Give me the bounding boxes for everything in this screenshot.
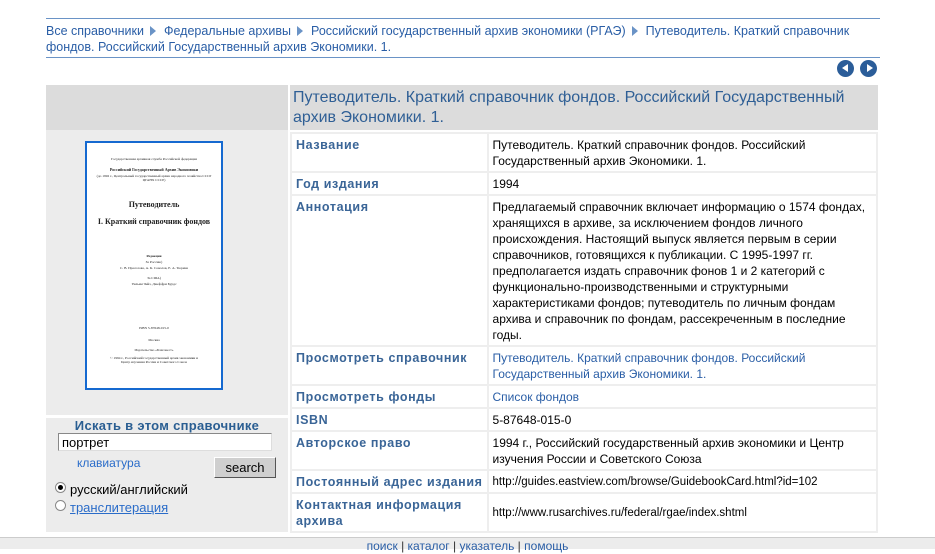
- search-button[interactable]: search: [214, 457, 276, 478]
- footer-help-link[interactable]: помощь: [524, 539, 569, 553]
- arrow-left-icon: [842, 64, 848, 72]
- breadcrumb-all-guides[interactable]: Все справочники: [46, 24, 144, 38]
- table-row: Год издания 1994: [291, 172, 877, 195]
- page-title: Путеводитель. Краткий справочник фондов. Российский Государственный архив Экономики. 1.: [290, 85, 878, 130]
- table-row: Авторское право 1994 г., Российский государственный архив экономики и Центр изучения России и Советского Союза: [291, 431, 877, 470]
- view-guide-link[interactable]: Путеводитель. Краткий справочник фондов. Российский Государственный архив Экономики. 1.: [492, 351, 806, 381]
- footer-catalog-link[interactable]: каталог: [407, 539, 450, 553]
- fonds-list-link[interactable]: Список фондов: [492, 390, 579, 404]
- radio-transliteration[interactable]: транслитерация: [55, 500, 168, 515]
- arrow-right-icon: [632, 26, 638, 36]
- table-row: Просмотреть справочник Путеводитель. Краткий справочник фондов. Российский Государственный архив Экономики. 1.: [291, 346, 877, 385]
- arrow-right-icon: [297, 26, 303, 36]
- footer-nav: поиск | каталог | указатель | помощь: [0, 537, 935, 549]
- radio-russian-english[interactable]: русский/английский: [55, 482, 188, 497]
- keyboard-link[interactable]: клавиатура: [77, 456, 141, 470]
- breadcrumb-current[interactable]: Путеводитель. Краткий справочник фондов. Российский Государственный архив Экономики. 1.: [46, 24, 850, 54]
- next-button[interactable]: [860, 60, 877, 77]
- table-row: Аннотация Предлагаемый справочник включает информацию о 1574 фондах, хранящихся в архиве, за исключением фондов личного происхождения. Настоящий выпуск является первым в серии справочников, готовящихся к публикации. С 1995-1997 гг. предполагается издать справочник фонов 1 и 2 категорий с функционально-производственными и структурными характеристиками фондов; путеводитель по личным фондам архива и справочник по фондам, рассекреченным в последние годы.: [291, 195, 877, 346]
- table-row: Постоянный адрес издания http://guides.eastview.com/browse/GuidebookCard.html?id=102: [291, 470, 877, 493]
- table-row: Просмотреть фонды Список фондов: [291, 385, 877, 408]
- details-table: [290, 132, 878, 533]
- footer-search-link[interactable]: поиск: [366, 539, 398, 553]
- search-heading: Искать в этом справочнике: [74, 418, 260, 433]
- left-panel: [46, 85, 288, 532]
- cover-image[interactable]: Государственная архивная служба Российской федерации Российский Государственный Архив Экономики (до 1992 г., Центральный государственный архив народного хозяйства СССР ЦГАНХ СССР) Путеводитель I. Краткий справочник фондов Редакция Зa Россию) С. В. Прасолова, А. К. Соколов, Е. А. Тюрина Зa США) Уильям Чейз, Джеффри Бурдс ISBN 5-87648-015-0 Москва Издательство «Благовест» © 1994 г., Российский государственный архив экономики и Центр изучения России и Советского Союза: [85, 141, 223, 390]
- breadcrumb-federal-archives[interactable]: Федеральные архивы: [163, 24, 292, 38]
- table-row: Название Путеводитель. Краткий справочник фондов. Российский Государственный архив Экономики. 1.: [291, 133, 877, 172]
- table-row: Контактная информация архива http://www.rusarchives.ru/federal/rgae/index.shtml: [291, 493, 877, 532]
- arrow-right-icon: [867, 64, 873, 72]
- radio-unchecked-icon[interactable]: [55, 500, 66, 511]
- arrow-right-icon: [150, 26, 156, 36]
- search-panel: [46, 415, 288, 535]
- search-input[interactable]: портрет: [58, 433, 272, 451]
- footer-index-link[interactable]: указатель: [459, 539, 515, 553]
- breadcrumb: [46, 18, 880, 58]
- prev-button[interactable]: [837, 60, 854, 77]
- radio-checked-icon[interactable]: [55, 482, 66, 493]
- table-row: ISBN 5-87648-015-0: [291, 408, 877, 431]
- breadcrumb-rgae[interactable]: Российский государственный архив экономики (РГАЭ): [311, 24, 626, 38]
